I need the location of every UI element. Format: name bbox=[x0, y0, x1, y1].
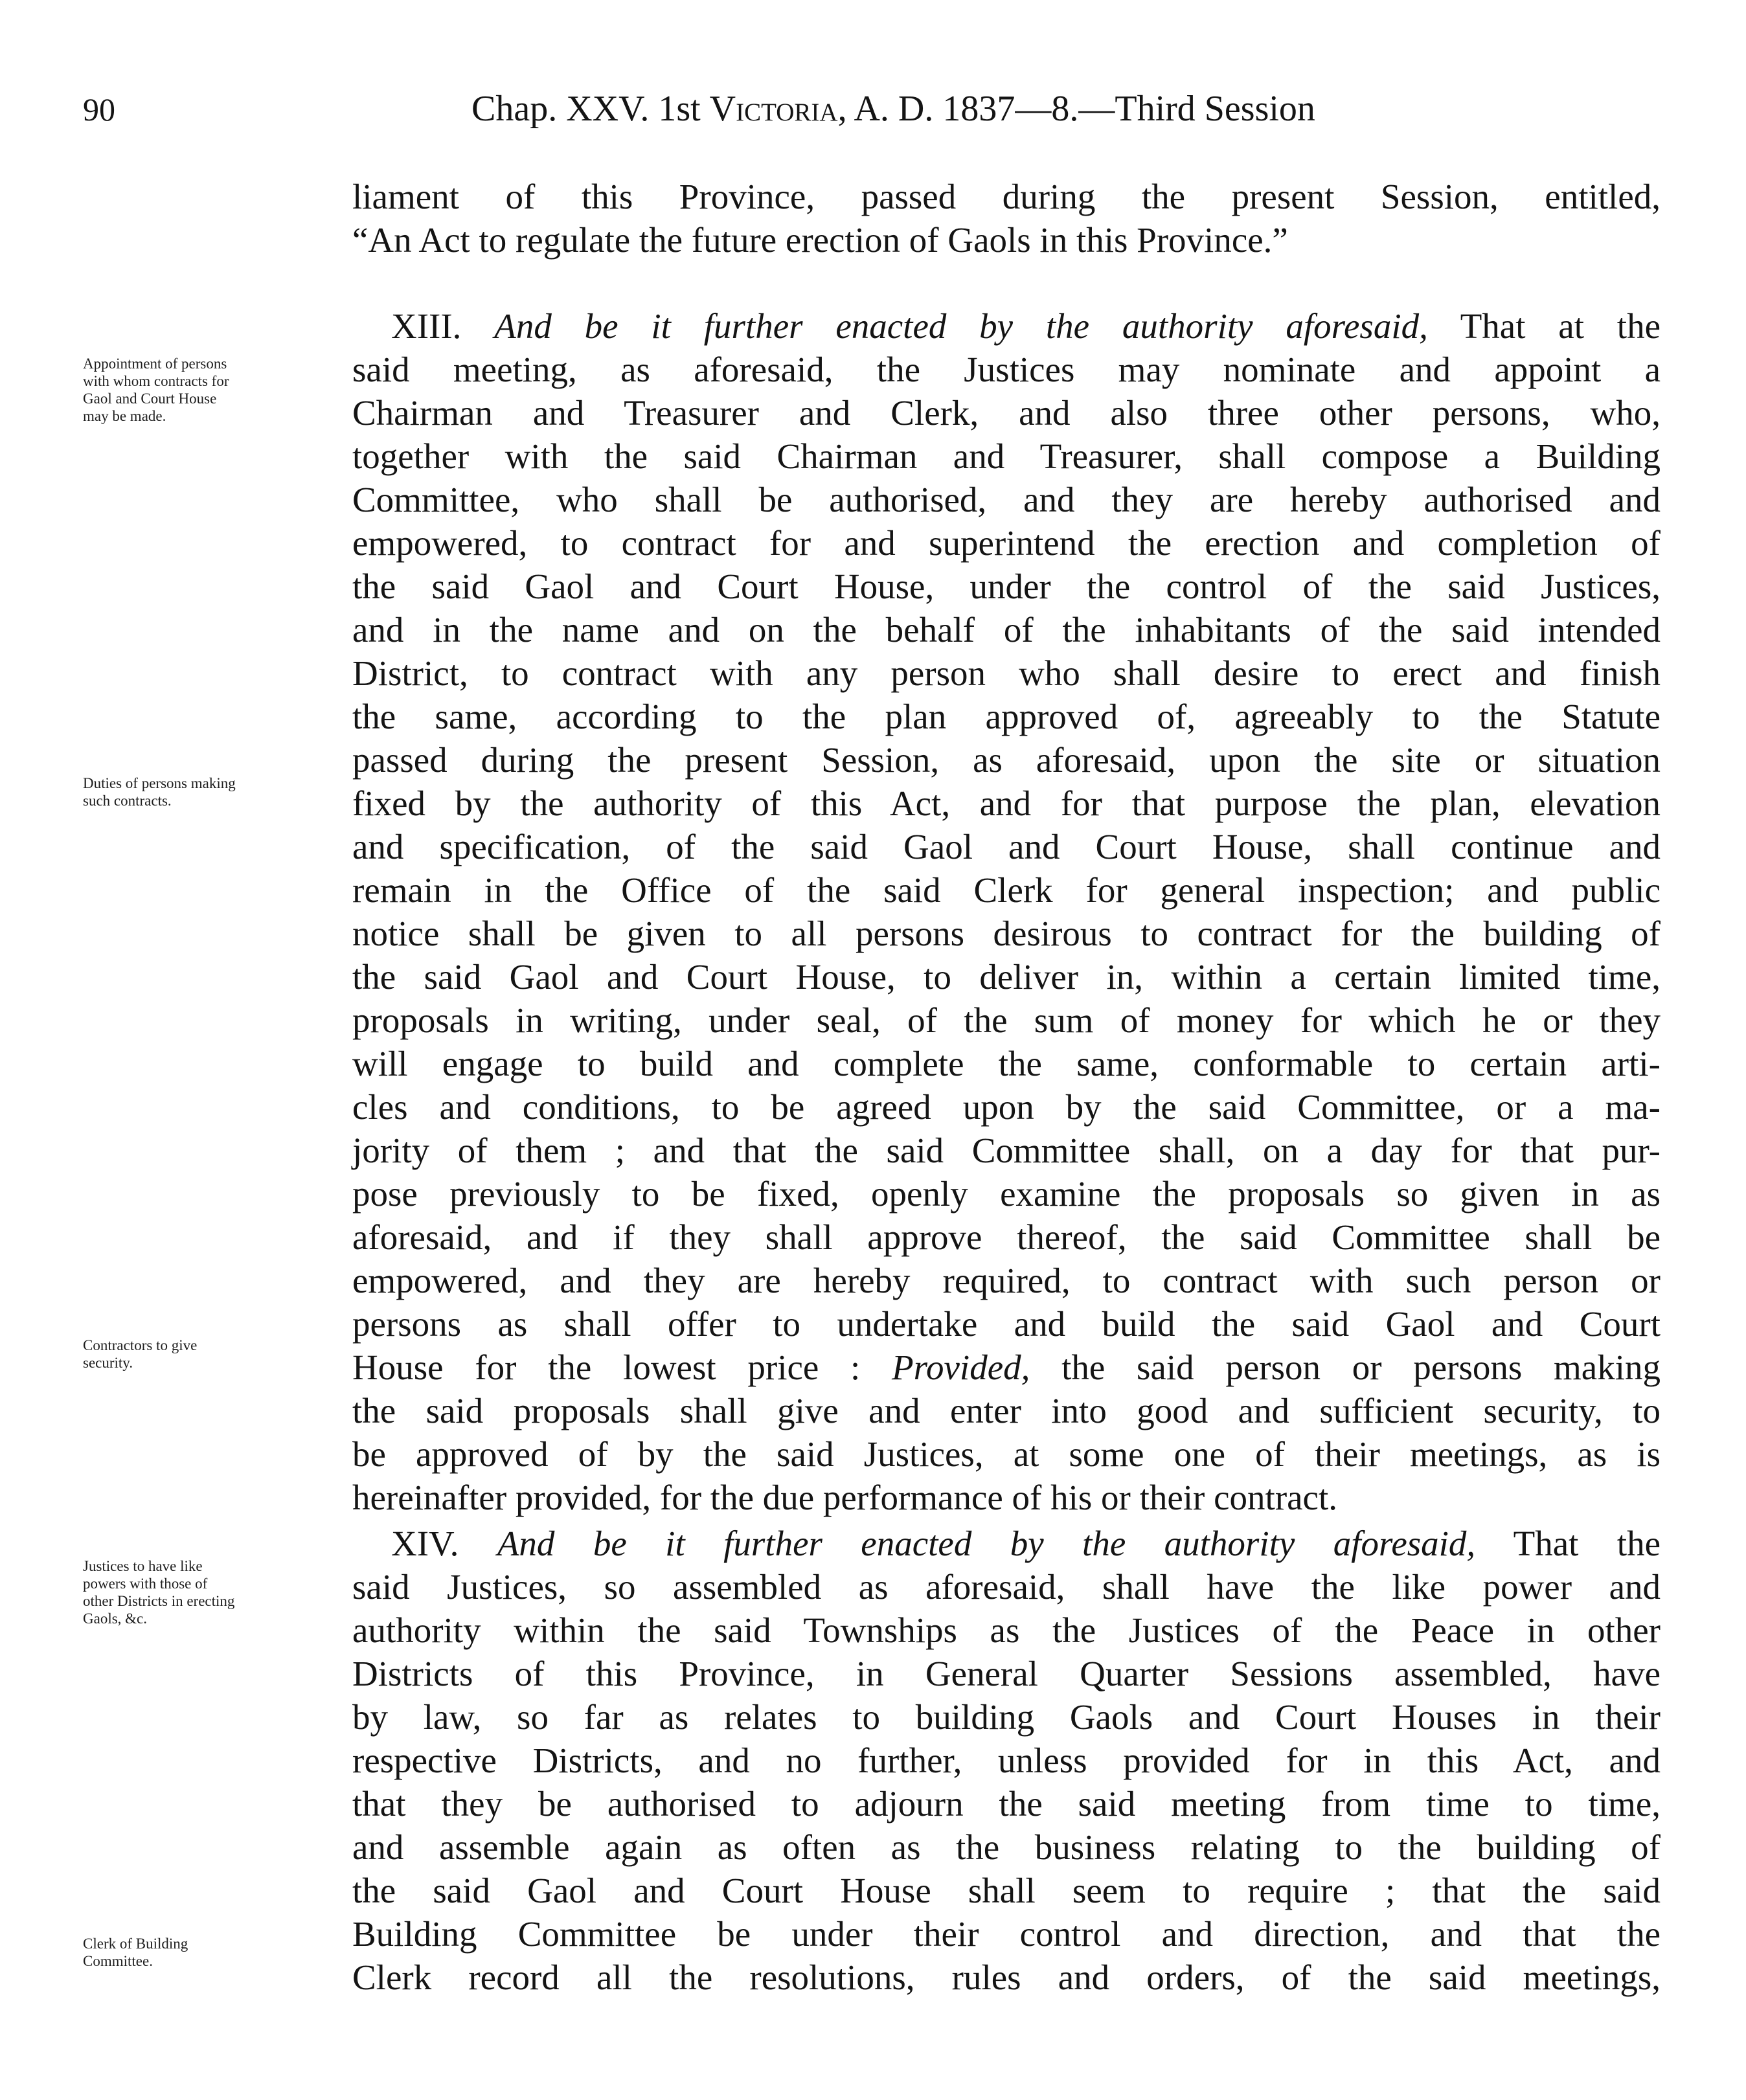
text-line: fixed by the authority of this Act, and for that purpose the plan, elevation bbox=[352, 784, 1661, 823]
text-line: jority of them ; and that the said Committee shall, on a day for that pur- bbox=[352, 1131, 1661, 1170]
margin-note-line: Duties of persons making bbox=[83, 775, 236, 791]
text-fragment: That at the bbox=[1427, 306, 1661, 346]
text-line: and assemble again as often as the business relating to the building of bbox=[352, 1827, 1661, 1867]
running-head-chapter: Chap. XXV. 1st bbox=[471, 89, 710, 129]
text-line: said Justices, so assembled as aforesaid, shall have the like power and bbox=[352, 1567, 1661, 1607]
page-number: 90 bbox=[83, 91, 115, 128]
margin-note-line: Clerk of Building bbox=[83, 1936, 188, 1952]
provided-line bbox=[352, 1346, 1661, 1389]
text-line: the said Gaol and Court House, to deliver in, within a certain limited time, bbox=[352, 957, 1661, 997]
margin-note-line: other Districts in erecting bbox=[83, 1593, 235, 1609]
margin-note-line: may be made. bbox=[83, 408, 166, 424]
margin-note-line: Justices to have like bbox=[83, 1558, 203, 1574]
running-head bbox=[471, 88, 1315, 130]
text-line: the said Gaol and Court House shall seem to require ; that the said bbox=[352, 1871, 1661, 1910]
section-xiv bbox=[352, 1522, 1661, 1999]
text-line: remain in the Office of the said Clerk for general inspection; and public bbox=[352, 870, 1661, 910]
text-line: “An Act to regulate the future erection of Gaols in this Province.” bbox=[352, 220, 1288, 260]
margin-note-line: security. bbox=[83, 1355, 133, 1371]
margin-note-contractors bbox=[83, 1337, 361, 1372]
margin-note-justices bbox=[83, 1557, 361, 1627]
text-line: persons as shall offer to undertake and build the said Gaol and Court bbox=[352, 1304, 1661, 1344]
margin-note-line: Appointment of persons bbox=[83, 356, 227, 372]
text-line: that they be authorised to adjourn the said meeting from time to time, bbox=[352, 1784, 1661, 1823]
text-line: notice shall be given to all persons desirous to contract for the building of bbox=[352, 914, 1661, 953]
text-line: District, to contract with any person who shall desire to erect and finish bbox=[352, 653, 1661, 693]
margin-note-appointment bbox=[83, 355, 361, 425]
margin-note-clerk bbox=[83, 1935, 361, 1970]
enacting-clause: And be it further enacted by the authority aforesaid, bbox=[497, 1524, 1476, 1563]
text-fragment: the said person or persons making bbox=[1030, 1348, 1661, 1387]
text-line: Chairman and Treasurer and Clerk, and also three other persons, who, bbox=[352, 393, 1661, 433]
text-line: the same, according to the plan approved of, agreeably to the Statute bbox=[352, 697, 1661, 736]
text-line: be approved of by the said Justices, at some one of their meetings, as is bbox=[352, 1434, 1661, 1474]
running-head-session: , A. D. 1837—8.—Third Session bbox=[837, 89, 1315, 129]
margin-note-line: Gaols, &c. bbox=[83, 1610, 148, 1627]
text-line: and specification, of the said Gaol and Court House, shall continue and bbox=[352, 827, 1661, 866]
section-number: XIII. bbox=[391, 306, 495, 346]
margin-note-line: with whom contracts for bbox=[83, 373, 229, 389]
text-line: the said proposals shall give and enter into good and sufficient security, to bbox=[352, 1391, 1661, 1430]
running-head-victoria: Victoria bbox=[709, 89, 838, 129]
text-line: liament of this Province, passed during the present Session, entitled, bbox=[352, 177, 1661, 216]
text-line: cles and conditions, to be agreed upon by the said Committee, or a ma- bbox=[352, 1087, 1661, 1127]
text-line: Committee, who shall be authorised, and they are hereby authorised and bbox=[352, 480, 1661, 519]
text-line: passed during the present Session, as aforesaid, upon the site or situation bbox=[352, 740, 1661, 780]
text-line: authority within the said Townships as the Justices of the Peace in other bbox=[352, 1610, 1661, 1650]
margin-note-line: Contractors to give bbox=[83, 1337, 198, 1353]
text-line: together with the said Chairman and Treasurer, shall compose a Building bbox=[352, 436, 1661, 476]
text-line: Districts of this Province, in General Quarter Sessions assembled, have bbox=[352, 1654, 1661, 1693]
text-line: said meeting, as aforesaid, the Justices may nominate and appoint a bbox=[352, 350, 1661, 389]
text-line: respective Districts, and no further, unless provided for in this Act, and bbox=[352, 1741, 1661, 1780]
text-line: aforesaid, and if they shall approve thereof, the said Committee shall be bbox=[352, 1217, 1661, 1257]
text-line: hereinafter provided, for the due performance of his or their contract. bbox=[352, 1478, 1337, 1517]
text-line: the said Gaol and Court House, under the control of the said Justices, bbox=[352, 567, 1661, 606]
section-xiii-first-line bbox=[352, 304, 1661, 348]
margin-note-duties bbox=[83, 774, 361, 809]
margin-note-line: Committee. bbox=[83, 1953, 153, 1969]
text-line: Building Committee be under their control and direction, and that the bbox=[352, 1914, 1661, 1954]
section-xiii bbox=[352, 304, 1661, 1519]
text-line: and in the name and on the behalf of the inhabitants of the said intended bbox=[352, 610, 1661, 649]
section-number: XIV. bbox=[391, 1524, 497, 1563]
text-line: will engage to build and complete the same, conformable to certain arti- bbox=[352, 1044, 1661, 1083]
enacting-clause: And be it further enacted by the authority aforesaid, bbox=[494, 306, 1428, 346]
margin-note-line: powers with those of bbox=[83, 1575, 208, 1592]
margin-note-line: Gaol and Court House bbox=[83, 390, 217, 407]
text-line: Clerk record all the resolutions, rules and orders, of the said meetings, bbox=[352, 1958, 1661, 1997]
section-xiv-first-line bbox=[352, 1522, 1661, 1565]
text-line: proposals in writing, under seal, of the sum of money for which he or they bbox=[352, 1000, 1661, 1040]
continuation-paragraph bbox=[352, 175, 1661, 262]
text-line: empowered, to contract for and superintend the erection and completion of bbox=[352, 523, 1661, 563]
text-fragment: That the bbox=[1475, 1524, 1661, 1563]
text-fragment: House for the lowest price : bbox=[352, 1348, 892, 1387]
text-line: by law, so far as relates to building Gaols and Court Houses in their bbox=[352, 1697, 1661, 1737]
margin-note-line: such contracts. bbox=[83, 793, 172, 809]
provided-word: Provided, bbox=[892, 1348, 1030, 1387]
text-line: empowered, and they are hereby required, to contract with such person or bbox=[352, 1261, 1661, 1300]
text-line: pose previously to be fixed, openly examine the proposals so given in as bbox=[352, 1174, 1661, 1214]
